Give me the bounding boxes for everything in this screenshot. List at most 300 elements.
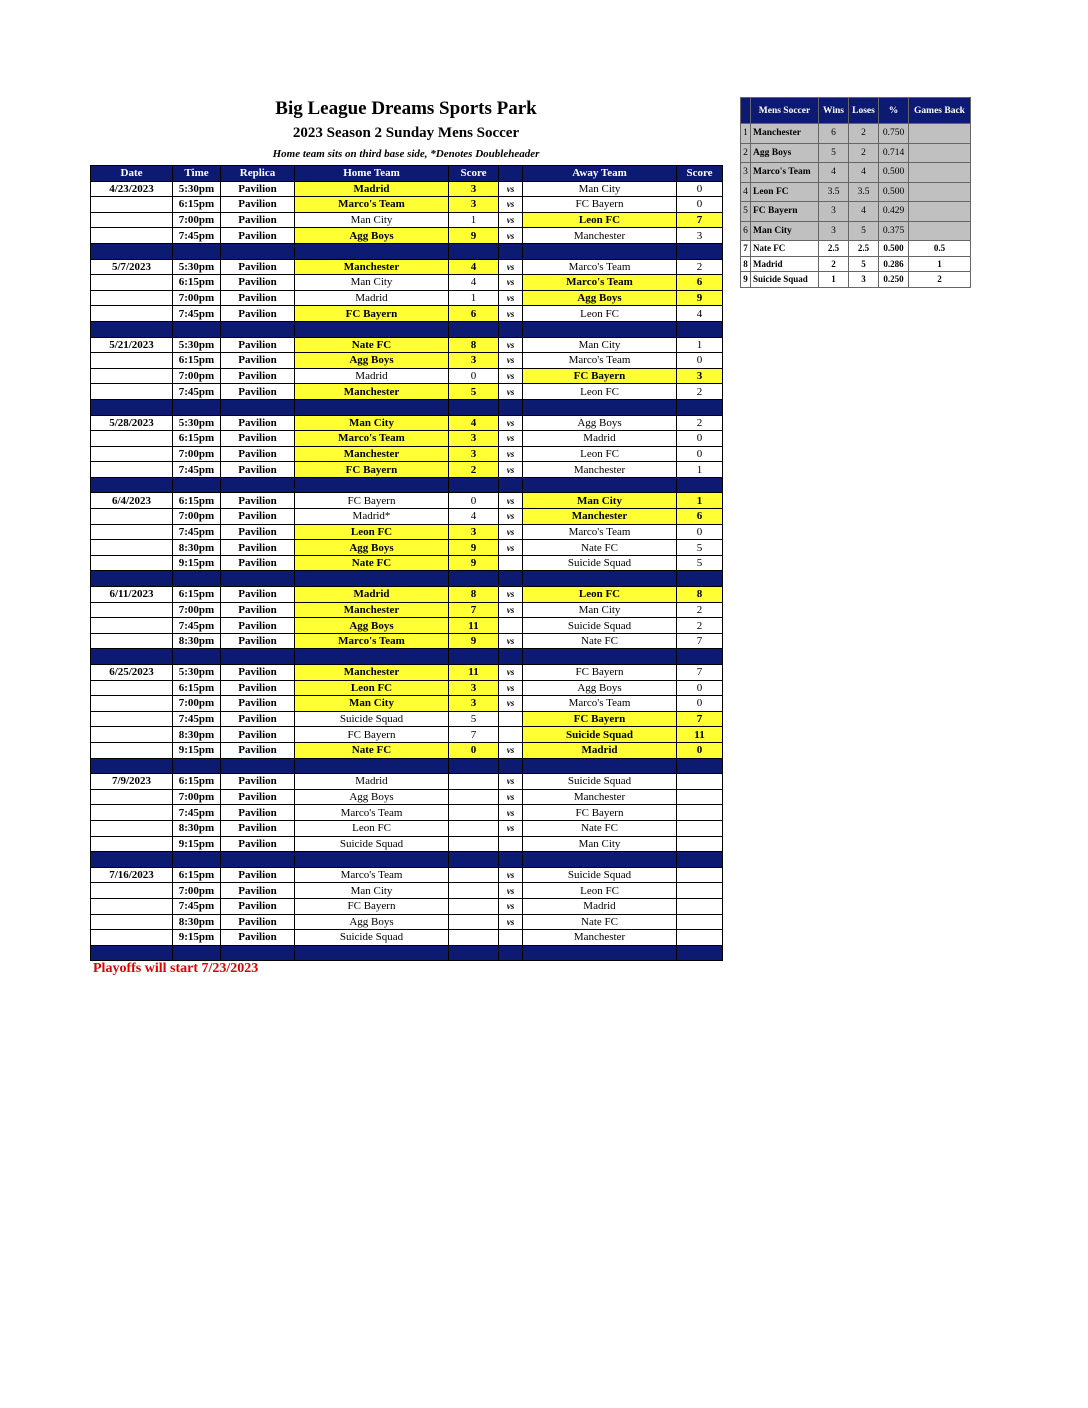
standings-team: Marco's Team (751, 163, 819, 183)
game-date (91, 711, 173, 727)
page-note: Home team sits on third base side, *Denotes Doubleheader (272, 148, 540, 160)
vs-empty (499, 836, 523, 852)
game-date (91, 883, 173, 899)
game-date (91, 462, 173, 478)
separator-cell (221, 852, 295, 868)
game-date: 6/25/2023 (91, 665, 173, 681)
game-field: Pavilion (221, 431, 295, 447)
vs-empty (499, 727, 523, 743)
game-field: Pavilion (221, 727, 295, 743)
standings-wins: 2 (819, 256, 849, 272)
game-time: 9:15pm (173, 930, 221, 946)
home-team: Agg Boys (295, 540, 449, 556)
separator-cell (173, 321, 221, 337)
game-field: Pavilion (221, 446, 295, 462)
week-separator (91, 852, 723, 868)
away-team: Man City (523, 836, 677, 852)
separator-cell (173, 758, 221, 774)
separator-cell (523, 649, 677, 665)
standings-wins: 6 (819, 124, 849, 144)
away-team: Suicide Squad (523, 867, 677, 883)
home-team: Madrid (295, 774, 449, 790)
game-field: Pavilion (221, 602, 295, 618)
away-team: Man City (523, 181, 677, 197)
away-team: FC Bayern (523, 711, 677, 727)
away-score: 5 (677, 540, 723, 556)
away-score (677, 930, 723, 946)
game-time: 5:30pm (173, 665, 221, 681)
standings-games-back (909, 202, 971, 222)
home-team: Man City (295, 696, 449, 712)
away-score: 7 (677, 665, 723, 681)
away-team: Manchester (523, 462, 677, 478)
week-separator (91, 571, 723, 587)
home-score: 5 (449, 711, 499, 727)
standings-pct: 0.750 (879, 124, 909, 144)
separator-cell (295, 649, 449, 665)
game-time: 6:15pm (173, 353, 221, 369)
game-field: Pavilion (221, 290, 295, 306)
game-row (91, 836, 723, 852)
standings-row (741, 221, 971, 241)
game-field: Pavilion (221, 337, 295, 353)
game-row (91, 353, 723, 369)
game-time: 9:15pm (173, 742, 221, 758)
home-team: Suicide Squad (295, 836, 449, 852)
standings-team: Agg Boys (751, 143, 819, 163)
game-time: 8:30pm (173, 727, 221, 743)
standings-losses: 5 (849, 256, 879, 272)
away-score: 2 (677, 618, 723, 634)
vs-label: vs (499, 306, 523, 322)
home-team: Madrid (295, 290, 449, 306)
home-score: 8 (449, 587, 499, 603)
home-team: Manchester (295, 259, 449, 275)
separator-cell (499, 571, 523, 587)
away-score: 1 (677, 337, 723, 353)
game-date (91, 898, 173, 914)
separator-cell (173, 477, 221, 493)
standings-row (741, 182, 971, 202)
game-time: 7:45pm (173, 384, 221, 400)
home-score: 4 (449, 509, 499, 525)
away-team: FC Bayern (523, 197, 677, 213)
standings-wins: 2.5 (819, 241, 849, 257)
home-score: 3 (449, 446, 499, 462)
vs-label: vs (499, 431, 523, 447)
separator-cell (221, 571, 295, 587)
away-score: 2 (677, 415, 723, 431)
separator-cell (523, 399, 677, 415)
separator-cell (221, 945, 295, 961)
standings-row (741, 163, 971, 183)
game-field: Pavilion (221, 509, 295, 525)
game-row (91, 212, 723, 228)
away-team: Nate FC (523, 540, 677, 556)
game-row (91, 446, 723, 462)
home-score (449, 805, 499, 821)
standings-row (741, 202, 971, 222)
game-date (91, 805, 173, 821)
standings-games-back (909, 163, 971, 183)
home-team: Agg Boys (295, 618, 449, 634)
separator-cell (523, 243, 677, 259)
game-field: Pavilion (221, 711, 295, 727)
home-score: 11 (449, 665, 499, 681)
game-time: 7:00pm (173, 602, 221, 618)
game-row (91, 431, 723, 447)
vs-label: vs (499, 774, 523, 790)
separator-cell (677, 649, 723, 665)
away-team: Marco's Team (523, 524, 677, 540)
home-team: Man City (295, 883, 449, 899)
vs-label: vs (499, 914, 523, 930)
home-team: Leon FC (295, 524, 449, 540)
home-score (449, 820, 499, 836)
standings-pct: 0.429 (879, 202, 909, 222)
game-time: 6:15pm (173, 680, 221, 696)
home-score (449, 930, 499, 946)
game-field: Pavilion (221, 415, 295, 431)
vs-label: vs (499, 181, 523, 197)
game-row (91, 587, 723, 603)
game-time: 6:15pm (173, 587, 221, 603)
separator-cell (91, 758, 173, 774)
game-row (91, 337, 723, 353)
standings-row (741, 272, 971, 288)
standings-pct: 0.250 (879, 272, 909, 288)
standings-losses: 3 (849, 272, 879, 288)
vs-label: vs (499, 415, 523, 431)
away-score: 6 (677, 275, 723, 291)
away-score: 0 (677, 431, 723, 447)
away-team: Suicide Squad (523, 618, 677, 634)
home-team: Man City (295, 415, 449, 431)
game-date (91, 742, 173, 758)
game-row (91, 524, 723, 540)
home-team: FC Bayern (295, 306, 449, 322)
standings-losses: 2.5 (849, 241, 879, 257)
away-team: Leon FC (523, 212, 677, 228)
game-row (91, 259, 723, 275)
vs-label: vs (499, 540, 523, 556)
home-team: Manchester (295, 446, 449, 462)
separator-cell (91, 852, 173, 868)
home-team: Manchester (295, 665, 449, 681)
separator-cell (221, 321, 295, 337)
home-score: 3 (449, 680, 499, 696)
separator-cell (677, 399, 723, 415)
game-row (91, 618, 723, 634)
home-score: 3 (449, 353, 499, 369)
away-team: Nate FC (523, 633, 677, 649)
home-score: 3 (449, 197, 499, 213)
game-row (91, 727, 723, 743)
away-score (677, 898, 723, 914)
separator-cell (499, 399, 523, 415)
vs-label: vs (499, 665, 523, 681)
game-field: Pavilion (221, 259, 295, 275)
home-team: Manchester (295, 384, 449, 400)
home-score (449, 898, 499, 914)
separator-cell (499, 243, 523, 259)
game-date: 5/7/2023 (91, 259, 173, 275)
home-score: 3 (449, 696, 499, 712)
standings-losses: 2 (849, 124, 879, 144)
away-score (677, 867, 723, 883)
home-team: Marco's Team (295, 867, 449, 883)
away-score: 5 (677, 555, 723, 571)
separator-cell (221, 477, 295, 493)
standings-pct: 0.500 (879, 241, 909, 257)
standings-pct: 0.286 (879, 256, 909, 272)
game-row (91, 867, 723, 883)
away-team: Agg Boys (523, 680, 677, 696)
separator-cell (677, 945, 723, 961)
separator-cell (91, 243, 173, 259)
game-row (91, 555, 723, 571)
vs-label: vs (499, 275, 523, 291)
vs-label: vs (499, 680, 523, 696)
game-date (91, 509, 173, 525)
game-date (91, 914, 173, 930)
game-row (91, 462, 723, 478)
home-score: 4 (449, 259, 499, 275)
separator-cell (449, 243, 499, 259)
away-team: Marco's Team (523, 275, 677, 291)
separator-cell (91, 477, 173, 493)
away-team: Leon FC (523, 384, 677, 400)
standings-header-row (741, 98, 971, 124)
week-separator (91, 399, 723, 415)
game-date (91, 384, 173, 400)
home-score (449, 789, 499, 805)
week-separator (91, 945, 723, 961)
game-row (91, 820, 723, 836)
away-team: Madrid (523, 742, 677, 758)
vs-empty (499, 555, 523, 571)
game-row (91, 181, 723, 197)
game-time: 7:45pm (173, 462, 221, 478)
game-time: 7:00pm (173, 509, 221, 525)
home-team: Nate FC (295, 337, 449, 353)
separator-cell (499, 649, 523, 665)
separator-cell (523, 758, 677, 774)
separator-cell (449, 399, 499, 415)
away-team: Manchester (523, 789, 677, 805)
away-score (677, 914, 723, 930)
game-time: 8:30pm (173, 540, 221, 556)
separator-cell (449, 852, 499, 868)
game-time: 9:15pm (173, 836, 221, 852)
separator-cell (499, 321, 523, 337)
standings-pct: 0.714 (879, 143, 909, 163)
home-score: 7 (449, 727, 499, 743)
page-subtitle: 2023 Season 2 Sunday Mens Soccer (292, 125, 520, 141)
game-row (91, 633, 723, 649)
game-field: Pavilion (221, 633, 295, 649)
away-team: Leon FC (523, 446, 677, 462)
home-score: 7 (449, 602, 499, 618)
away-score: 0 (677, 446, 723, 462)
away-score: 2 (677, 384, 723, 400)
vs-label: vs (499, 337, 523, 353)
standings-rank: 8 (741, 256, 751, 272)
standings-column-header (741, 98, 751, 124)
away-team: Man City (523, 493, 677, 509)
separator-cell (91, 945, 173, 961)
game-time: 6:15pm (173, 275, 221, 291)
away-score: 3 (677, 228, 723, 244)
game-time: 6:15pm (173, 867, 221, 883)
vs-label: vs (499, 446, 523, 462)
away-score (677, 820, 723, 836)
game-date (91, 446, 173, 462)
separator-cell (677, 321, 723, 337)
game-field: Pavilion (221, 618, 295, 634)
away-score: 11 (677, 727, 723, 743)
vs-label: vs (499, 742, 523, 758)
game-date (91, 633, 173, 649)
separator-cell (91, 649, 173, 665)
game-date (91, 618, 173, 634)
game-date (91, 290, 173, 306)
away-score (677, 805, 723, 821)
game-row (91, 883, 723, 899)
away-score: 7 (677, 711, 723, 727)
separator-cell (499, 852, 523, 868)
away-score: 1 (677, 493, 723, 509)
game-row (91, 306, 723, 322)
game-row (91, 680, 723, 696)
game-date (91, 431, 173, 447)
game-time: 5:30pm (173, 259, 221, 275)
game-date (91, 306, 173, 322)
game-row (91, 914, 723, 930)
vs-label: vs (499, 197, 523, 213)
game-field: Pavilion (221, 462, 295, 478)
home-team: FC Bayern (295, 462, 449, 478)
game-date (91, 727, 173, 743)
separator-cell (677, 571, 723, 587)
home-team: FC Bayern (295, 727, 449, 743)
away-team: FC Bayern (523, 665, 677, 681)
away-score: 7 (677, 633, 723, 649)
standings-pct: 0.500 (879, 163, 909, 183)
vs-label: vs (499, 867, 523, 883)
game-field: Pavilion (221, 930, 295, 946)
separator-cell (173, 649, 221, 665)
schedule-header-row (91, 166, 723, 182)
game-date (91, 212, 173, 228)
schedule-column-header: Score (677, 166, 723, 182)
standings-losses: 2 (849, 143, 879, 163)
game-row (91, 493, 723, 509)
standings-rank: 2 (741, 143, 751, 163)
home-score (449, 774, 499, 790)
page-title: Big League Dreams Sports Park (275, 98, 537, 119)
away-team: Marco's Team (523, 353, 677, 369)
game-field: Pavilion (221, 883, 295, 899)
home-score: 11 (449, 618, 499, 634)
game-time: 7:00pm (173, 696, 221, 712)
game-time: 8:30pm (173, 633, 221, 649)
game-row (91, 742, 723, 758)
away-score: 0 (677, 680, 723, 696)
away-score: 1 (677, 462, 723, 478)
game-field: Pavilion (221, 353, 295, 369)
separator-cell (221, 243, 295, 259)
standings-rank: 3 (741, 163, 751, 183)
away-team: Manchester (523, 930, 677, 946)
game-date: 6/11/2023 (91, 587, 173, 603)
standings-pct: 0.375 (879, 221, 909, 241)
separator-cell (523, 945, 677, 961)
home-score: 2 (449, 462, 499, 478)
game-date (91, 602, 173, 618)
standings-losses: 5 (849, 221, 879, 241)
vs-label: vs (499, 696, 523, 712)
home-team: Leon FC (295, 820, 449, 836)
away-score: 0 (677, 696, 723, 712)
standings-team: Suicide Squad (751, 272, 819, 288)
away-team: Madrid (523, 431, 677, 447)
standings-wins: 1 (819, 272, 849, 288)
game-date (91, 555, 173, 571)
standings-wins: 5 (819, 143, 849, 163)
game-date (91, 930, 173, 946)
vs-label: vs (499, 384, 523, 400)
standings-losses: 3.5 (849, 182, 879, 202)
schedule-column-header (499, 166, 523, 182)
away-score: 4 (677, 306, 723, 322)
schedule-column-header: Away Team (523, 166, 677, 182)
game-time: 7:00pm (173, 368, 221, 384)
home-score: 9 (449, 540, 499, 556)
away-score: 2 (677, 602, 723, 618)
away-score: 9 (677, 290, 723, 306)
standings-team: Madrid (751, 256, 819, 272)
game-field: Pavilion (221, 587, 295, 603)
home-score: 9 (449, 228, 499, 244)
separator-cell (91, 321, 173, 337)
game-field: Pavilion (221, 898, 295, 914)
away-score: 3 (677, 368, 723, 384)
standings-team: Manchester (751, 124, 819, 144)
home-team: FC Bayern (295, 898, 449, 914)
game-time: 9:15pm (173, 555, 221, 571)
game-row (91, 898, 723, 914)
standings-column-header: % (879, 98, 909, 124)
vs-label: vs (499, 368, 523, 384)
game-field: Pavilion (221, 368, 295, 384)
game-time: 6:15pm (173, 197, 221, 213)
separator-cell (91, 571, 173, 587)
home-team: Man City (295, 275, 449, 291)
standings-team: FC Bayern (751, 202, 819, 222)
away-team: Leon FC (523, 587, 677, 603)
separator-cell (173, 399, 221, 415)
away-team: Leon FC (523, 883, 677, 899)
separator-cell (523, 321, 677, 337)
home-team: Agg Boys (295, 914, 449, 930)
vs-label: vs (499, 228, 523, 244)
away-team: Nate FC (523, 820, 677, 836)
home-team: Madrid (295, 587, 449, 603)
game-date (91, 836, 173, 852)
game-row (91, 368, 723, 384)
vs-label: vs (499, 805, 523, 821)
